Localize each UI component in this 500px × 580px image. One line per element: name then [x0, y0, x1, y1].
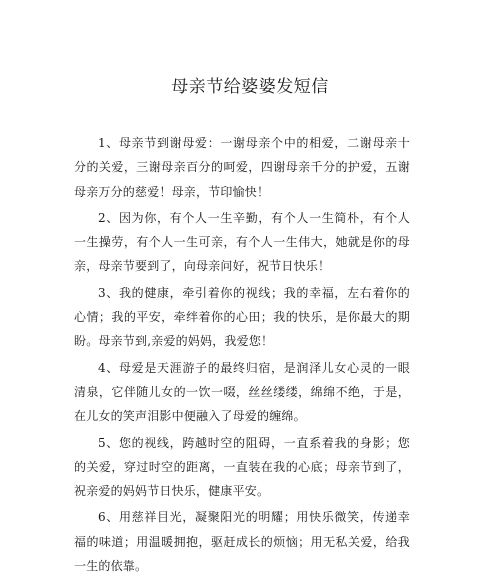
- document-body: [74, 131, 410, 580]
- paragraph-1: 1、母亲节到谢母爱：一谢母亲个中的相爱，二谢母亲十分的关爱，三谢母亲百分的呵爱，四谢母亲千分的护爱，五谢母亲万分的慈爱！母亲，节印愉快！: [74, 136, 410, 199]
- paragraph-5: 5、您的视线，跨越时空的阻碍，一直系着我的身影；您的关爱，穿过时空的距离，一直装在我的心底；母亲节到了，祝亲爱的妈妈节日快乐，健康平安。: [74, 435, 410, 499]
- paragraph-6: 6、用慈祥目光，凝聚阳光的明耀；用快乐微笑，传递幸福的味道；用温暖拥抱，驱赶成长的烦恼；用无私关爱，给我一生的依靠。: [74, 510, 410, 574]
- paragraph-2: 2、因为你，有个人一生辛勤，有个人一生简朴，有个人一生操劳，有个人一生可亲，有个人一生伟大，她就是你的母亲，母亲节要到了，向母亲问好，祝节日快乐！: [74, 210, 410, 274]
- paragraph-4: 4、母爱是天涯游子的最终归宿，是润泽儿女心灵的一眼清泉，它伴随儿女的一饮一啜，丝丝缕缕，绵绵不绝，于是，在儿女的笑声泪影中便融入了母爱的缠绵。: [74, 360, 410, 424]
- document-title: 母亲节给婆婆发短信: [171, 77, 329, 97]
- paragraph-3: 3、我的健康，牵引着你的视线；我的幸福，左右着你的心情；我的平安，牵绊着你的心田；我的快乐，是你最大的期盼。母亲节到,亲爱的妈妈，我爱您！: [74, 285, 410, 349]
